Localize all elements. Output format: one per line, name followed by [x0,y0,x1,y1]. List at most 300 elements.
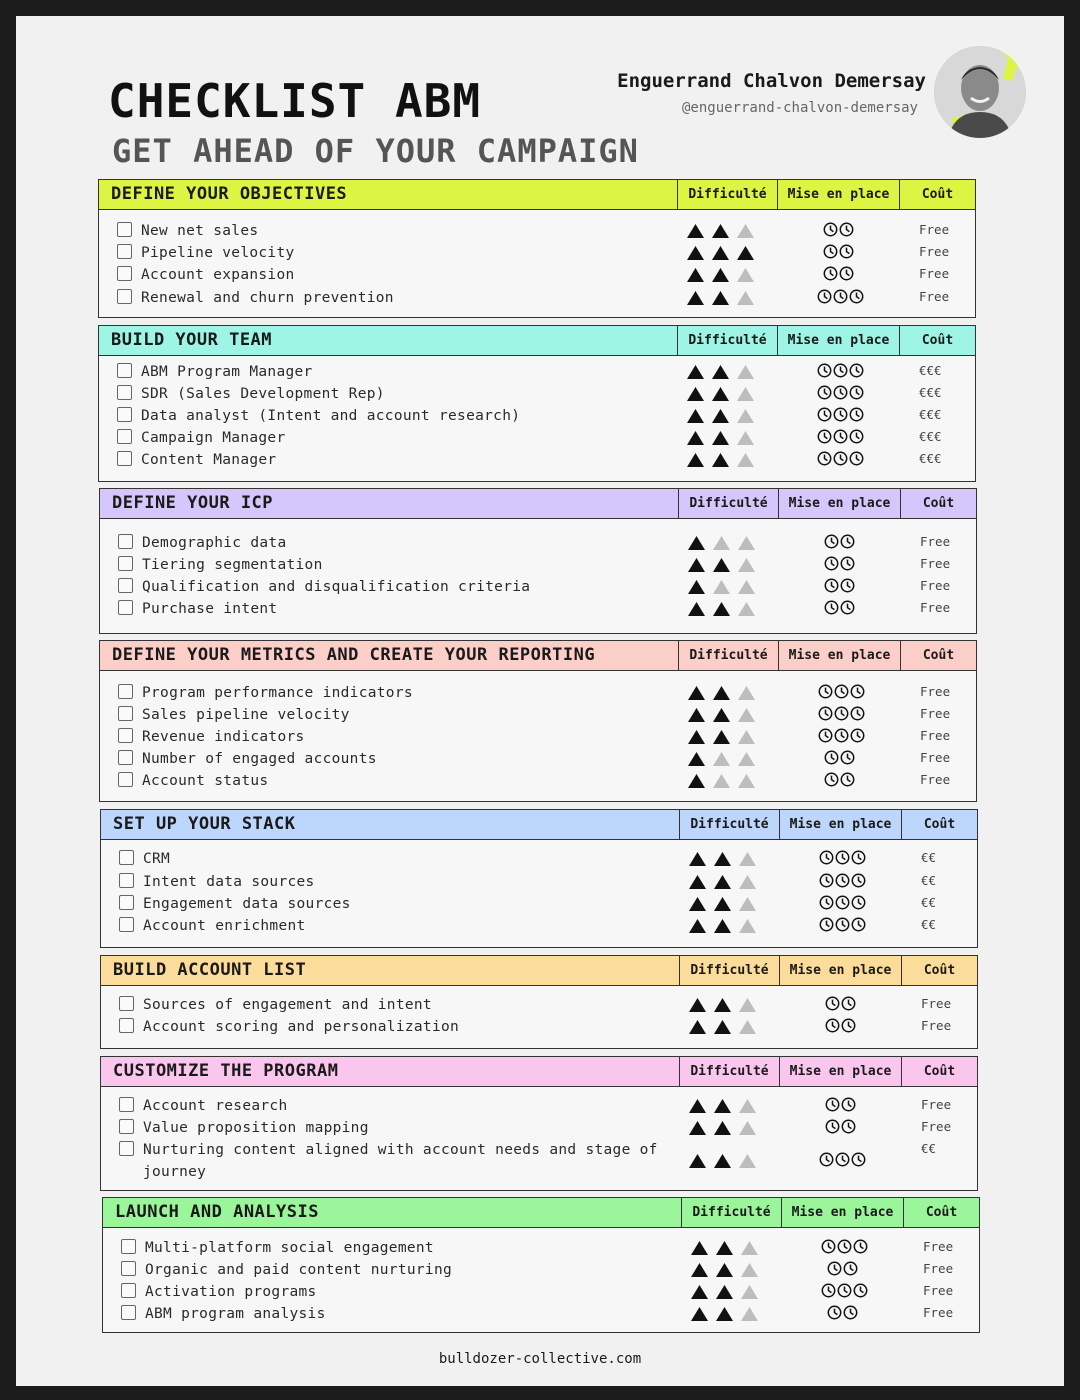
checklist-item[interactable] [100,747,976,769]
setup-time-rating [817,385,864,401]
section-header [103,1198,979,1228]
clock-icon [837,1239,852,1254]
difficulty-rating [687,707,756,723]
clock-icon [834,706,849,721]
setup-time-rating [819,873,866,889]
difficulty-rating [686,245,755,261]
clock-icon [851,895,866,910]
difficulty-empty-triangle-icon [736,290,755,306]
checklist-section [102,1197,980,1333]
difficulty-filled-triangle-icon [690,1306,709,1322]
checklist-item[interactable] [101,1094,977,1116]
setup-time-rating [818,706,865,722]
difficulty-column-header: Difficulté [677,180,777,209]
item-checkbox[interactable] [118,578,133,593]
item-cost: Free [921,996,952,1011]
difficulty-filled-triangle-icon [712,707,731,723]
clock-icon [827,1305,842,1320]
difficulty-filled-triangle-icon [713,851,732,867]
setup-time-rating [819,917,866,933]
item-cost: €€€ [919,385,942,400]
difficulty-empty-triangle-icon [736,386,755,402]
clock-icon [840,556,855,571]
checklist-section [99,640,977,802]
setup-time-rating [824,772,855,788]
clock-icon [835,873,850,888]
clock-icon [833,407,848,422]
item-label: ABM Program Manager [141,364,313,380]
checklist-item[interactable] [100,597,976,619]
item-label: Tiering segmentation [142,557,323,573]
difficulty-rating [686,267,755,283]
difficulty-rating [688,1019,757,1035]
clock-icon [840,534,855,549]
difficulty-empty-triangle-icon [737,751,756,767]
item-label: Sales pipeline velocity [142,707,350,723]
difficulty-rating [690,1240,759,1256]
clock-icon [850,728,865,743]
item-checkbox[interactable] [119,850,134,865]
item-checkbox[interactable] [117,385,132,400]
difficulty-filled-triangle-icon [687,729,706,745]
clock-icon [817,451,832,466]
clock-icon [849,407,864,422]
clock-icon [818,706,833,721]
difficulty-filled-triangle-icon [686,452,705,468]
difficulty-filled-triangle-icon [687,751,706,767]
difficulty-empty-triangle-icon [736,430,755,446]
clock-icon [817,385,832,400]
clock-icon [849,363,864,378]
clock-icon [819,850,834,865]
item-label: Renewal and churn prevention [141,290,394,306]
checklist-item[interactable] [101,1015,977,1037]
clock-icon [823,266,838,281]
item-cost: Free [921,1018,952,1033]
item-cost: Free [920,772,951,787]
difficulty-empty-triangle-icon [737,729,756,745]
item-checkbox[interactable] [118,534,133,549]
item-label: Account scoring and personalization [143,1019,460,1035]
difficulty-rating [687,773,756,789]
difficulty-empty-triangle-icon [736,267,755,283]
item-checkbox[interactable] [121,1305,136,1320]
difficulty-empty-triangle-icon [737,773,756,789]
clock-icon [840,772,855,787]
section-header [99,180,975,210]
checklist-item[interactable] [100,681,976,703]
checklist-item[interactable] [103,1258,979,1280]
item-label: Value proposition mapping [143,1120,369,1136]
cost-column-header: Coût [901,810,977,839]
difficulty-filled-triangle-icon [711,386,730,402]
setup-column-header: Mise en place [779,1057,901,1086]
item-checkbox[interactable] [117,266,132,281]
item-label: New net sales [141,223,259,239]
setup-time-rating [825,1018,856,1034]
difficulty-empty-triangle-icon [738,896,757,912]
item-label: Intent data sources [143,874,315,890]
clock-icon [839,222,854,237]
difficulty-empty-triangle-icon [712,751,731,767]
clock-icon [824,534,839,549]
checklist-item[interactable] [103,1302,979,1324]
item-label: Pipeline velocity [141,245,295,261]
difficulty-rating [686,452,755,468]
clock-icon [851,1152,866,1167]
item-checkbox[interactable] [119,917,134,932]
item-cost: Free [921,1119,952,1134]
difficulty-filled-triangle-icon [687,773,706,789]
clock-icon [849,429,864,444]
checklist-item[interactable] [100,531,976,553]
clock-icon [818,684,833,699]
cost-column-header: Coût [903,1198,979,1227]
difficulty-empty-triangle-icon [737,535,756,551]
section-title: DEFINE YOUR METRICS AND CREATE YOUR REPORTING [112,645,596,665]
item-label: ABM program analysis [145,1306,326,1322]
item-checkbox[interactable] [118,684,133,699]
section-header [101,1057,977,1087]
difficulty-empty-triangle-icon [738,1153,757,1169]
checklist-item[interactable] [99,241,975,263]
checklist-item[interactable] [101,993,977,1015]
difficulty-empty-triangle-icon [712,535,731,551]
checklist-item[interactable] [99,219,975,241]
setup-column-header: Mise en place [781,1198,903,1227]
clock-icon [851,873,866,888]
item-checkbox[interactable] [117,363,132,378]
item-cost: Free [923,1305,954,1320]
author-handle: @enguerrand-chalvon-demersay [681,100,918,116]
checklist-item[interactable] [100,769,976,791]
item-label: Account expansion [141,267,295,283]
item-checkbox[interactable] [117,222,132,237]
checklist-item[interactable] [101,892,977,914]
difficulty-filled-triangle-icon [712,601,731,617]
item-checkbox[interactable] [119,1141,134,1156]
difficulty-filled-triangle-icon [712,685,731,701]
item-cost: Free [923,1261,954,1276]
checklist-item[interactable] [101,914,977,936]
item-checkbox[interactable] [121,1239,136,1254]
checklist-item[interactable] [100,725,976,747]
setup-time-rating [824,534,855,550]
clock-icon [819,895,834,910]
difficulty-filled-triangle-icon [688,874,707,890]
clock-icon [817,407,832,422]
clock-icon [843,1305,858,1320]
item-checkbox[interactable] [121,1261,136,1276]
checklist-section [99,488,977,634]
item-label: Organic and paid content nurturing [145,1262,453,1278]
difficulty-rating [690,1262,759,1278]
avatar-photo-icon [934,46,1026,138]
clock-icon [851,850,866,865]
difficulty-empty-triangle-icon [736,452,755,468]
checklist-item[interactable] [101,1138,977,1180]
item-label: Campaign Manager [141,430,286,446]
clock-icon [817,363,832,378]
clock-icon [825,1018,840,1033]
setup-column-header: Mise en place [777,326,899,355]
item-cost: €€€ [919,363,942,378]
difficulty-filled-triangle-icon [690,1262,709,1278]
checklist-item[interactable] [100,553,976,575]
item-label: Purchase intent [142,601,278,617]
setup-column-header: Mise en place [779,956,901,985]
clock-icon [833,289,848,304]
item-cost: Free [919,266,950,281]
setup-time-rating [824,556,855,572]
checklist-item[interactable] [101,870,977,892]
item-cost: Free [920,728,951,743]
clock-icon [843,1261,858,1276]
clock-icon [841,1097,856,1112]
clock-icon [839,244,854,259]
section-header [100,641,976,671]
checklist-section [100,1056,978,1191]
cost-column-header: Coût [900,489,976,518]
item-checkbox[interactable] [117,451,132,466]
difficulty-rating [687,579,756,595]
setup-time-rating [827,1305,858,1321]
checklist-item[interactable] [99,448,975,470]
item-checkbox[interactable] [119,996,134,1011]
item-cost: €€ [921,1141,937,1156]
difficulty-column-header: Difficulté [679,810,779,839]
item-checkbox[interactable] [118,600,133,615]
difficulty-rating [687,535,756,551]
section-title: BUILD YOUR TEAM [111,330,273,350]
item-checkbox[interactable] [118,728,133,743]
setup-time-rating [825,996,856,1012]
clock-icon [850,706,865,721]
clock-icon [839,266,854,281]
item-cost: Free [920,556,951,571]
item-checkbox[interactable] [121,1283,136,1298]
item-cost: Free [919,289,950,304]
difficulty-rating [687,685,756,701]
clock-icon [835,1152,850,1167]
difficulty-empty-triangle-icon [737,601,756,617]
clock-icon [840,578,855,593]
clock-icon [849,451,864,466]
section-title: DEFINE YOUR OBJECTIVES [111,184,348,204]
avatar [934,46,1026,138]
difficulty-filled-triangle-icon [713,1019,732,1035]
checklist-item[interactable] [99,426,975,448]
difficulty-filled-triangle-icon [711,245,730,261]
item-cost: Free [920,684,951,699]
item-checkbox[interactable] [117,244,132,259]
difficulty-empty-triangle-icon [737,685,756,701]
difficulty-column-header: Difficulté [681,1198,781,1227]
item-checkbox[interactable] [118,556,133,571]
checklist-section [100,809,978,948]
item-label: Account enrichment [143,918,306,934]
difficulty-filled-triangle-icon [687,707,706,723]
section-title: BUILD ACCOUNT LIST [113,960,307,980]
difficulty-filled-triangle-icon [736,245,755,261]
difficulty-rating [688,896,757,912]
setup-time-rating [817,289,864,305]
clock-icon [834,684,849,699]
cost-column-header: Coût [901,956,977,985]
difficulty-empty-triangle-icon [712,579,731,595]
setup-time-rating [823,266,854,282]
clock-icon [840,750,855,765]
setup-time-rating [819,1152,866,1168]
clock-icon [819,1152,834,1167]
clock-icon [834,728,849,743]
clock-icon [835,917,850,932]
item-checkbox[interactable] [117,289,132,304]
clock-icon [853,1283,868,1298]
item-label: Sources of engagement and intent [143,997,432,1013]
setup-column-header: Mise en place [779,810,901,839]
difficulty-filled-triangle-icon [711,290,730,306]
checklist-item[interactable] [103,1236,979,1258]
item-cost: Free [921,1097,952,1112]
clock-icon [833,451,848,466]
difficulty-empty-triangle-icon [736,223,755,239]
section-header [100,489,976,519]
item-cost: Free [920,578,951,593]
item-checkbox[interactable] [117,429,132,444]
difficulty-filled-triangle-icon [686,245,705,261]
setup-time-rating [817,407,864,423]
difficulty-filled-triangle-icon [711,430,730,446]
setup-time-rating [824,578,855,594]
clock-icon [817,289,832,304]
item-cost: €€ [921,895,937,910]
setup-time-rating [818,728,865,744]
item-checkbox[interactable] [119,1018,134,1033]
difficulty-filled-triangle-icon [715,1240,734,1256]
checklist-item[interactable] [100,703,976,725]
item-cost: €€ [921,917,937,932]
difficulty-rating [687,601,756,617]
item-checkbox[interactable] [118,750,133,765]
difficulty-filled-triangle-icon [711,364,730,380]
clock-icon [818,728,833,743]
checklist-item[interactable] [100,575,976,597]
difficulty-filled-triangle-icon [713,918,732,934]
difficulty-filled-triangle-icon [711,452,730,468]
difficulty-empty-triangle-icon [738,997,757,1013]
item-cost: Free [920,600,951,615]
difficulty-filled-triangle-icon [686,364,705,380]
clock-icon [824,772,839,787]
difficulty-rating [688,874,757,890]
difficulty-filled-triangle-icon [688,1098,707,1114]
setup-column-header: Mise en place [778,641,900,670]
difficulty-empty-triangle-icon [738,1019,757,1035]
difficulty-column-header: Difficulté [677,326,777,355]
author-name: Enguerrand Chalvon Demersay [617,70,926,92]
clock-icon [851,917,866,932]
item-checkbox[interactable] [119,1097,134,1112]
item-cost: €€€ [919,429,942,444]
section-header [99,326,975,356]
cost-column-header: Coût [899,180,975,209]
item-label: Account status [142,773,269,789]
item-checkbox[interactable] [119,895,134,910]
clock-icon [835,850,850,865]
difficulty-filled-triangle-icon [686,430,705,446]
item-checkbox[interactable] [117,407,132,422]
clock-icon [850,684,865,699]
difficulty-rating [688,1120,757,1136]
difficulty-filled-triangle-icon [687,601,706,617]
checklist-item[interactable] [99,404,975,426]
difficulty-rating [688,1153,757,1169]
clock-icon [821,1283,836,1298]
checklist-item[interactable] [99,360,975,382]
item-checkbox[interactable] [118,772,133,787]
setup-time-rating [821,1283,868,1299]
difficulty-rating [686,430,755,446]
difficulty-empty-triangle-icon [712,773,731,789]
difficulty-filled-triangle-icon [688,896,707,912]
checklist-section [100,955,978,1049]
difficulty-empty-triangle-icon [738,874,757,890]
difficulty-filled-triangle-icon [687,579,706,595]
difficulty-rating [688,1098,757,1114]
difficulty-empty-triangle-icon [737,707,756,723]
footer-url[interactable]: bulldozer-collective.com [438,1351,642,1367]
difficulty-rating [688,997,757,1013]
item-label: Qualification and disqualification criteria [142,579,531,595]
item-label: SDR (Sales Development Rep) [141,386,385,402]
item-label: Nurturing content aligned with account needs and stage of journey [143,1142,658,1180]
checklist-item[interactable] [101,847,977,869]
item-checkbox[interactable] [119,1119,134,1134]
checklist-item[interactable] [99,263,975,285]
clock-icon [824,578,839,593]
clock-icon [833,363,848,378]
difficulty-rating [687,557,756,573]
item-label: Data analyst (Intent and account research) [141,408,521,424]
clock-icon [841,1018,856,1033]
checklist-item[interactable] [101,1116,977,1138]
difficulty-filled-triangle-icon [713,997,732,1013]
difficulty-filled-triangle-icon [711,223,730,239]
item-checkbox[interactable] [118,706,133,721]
checklist-item[interactable] [99,382,975,404]
checklist-item[interactable] [99,286,975,308]
clock-icon [823,244,838,259]
difficulty-filled-triangle-icon [715,1284,734,1300]
setup-time-rating [817,451,864,467]
setup-time-rating [823,222,854,238]
difficulty-column-header: Difficulté [679,1057,779,1086]
cost-column-header: Coût [900,641,976,670]
item-label: Content Manager [141,452,277,468]
setup-time-rating [818,684,865,700]
page-subtitle: GET AHEAD OF YOUR CAMPAIGN [112,132,639,170]
item-checkbox[interactable] [119,873,134,888]
setup-time-rating [819,895,866,911]
setup-time-rating [824,600,855,616]
clock-icon [823,222,838,237]
item-cost: Free [923,1239,954,1254]
clock-icon [819,873,834,888]
section-title: CUSTOMIZE THE PROGRAM [113,1061,339,1081]
checklist-item[interactable] [103,1280,979,1302]
difficulty-empty-triangle-icon [738,1120,757,1136]
